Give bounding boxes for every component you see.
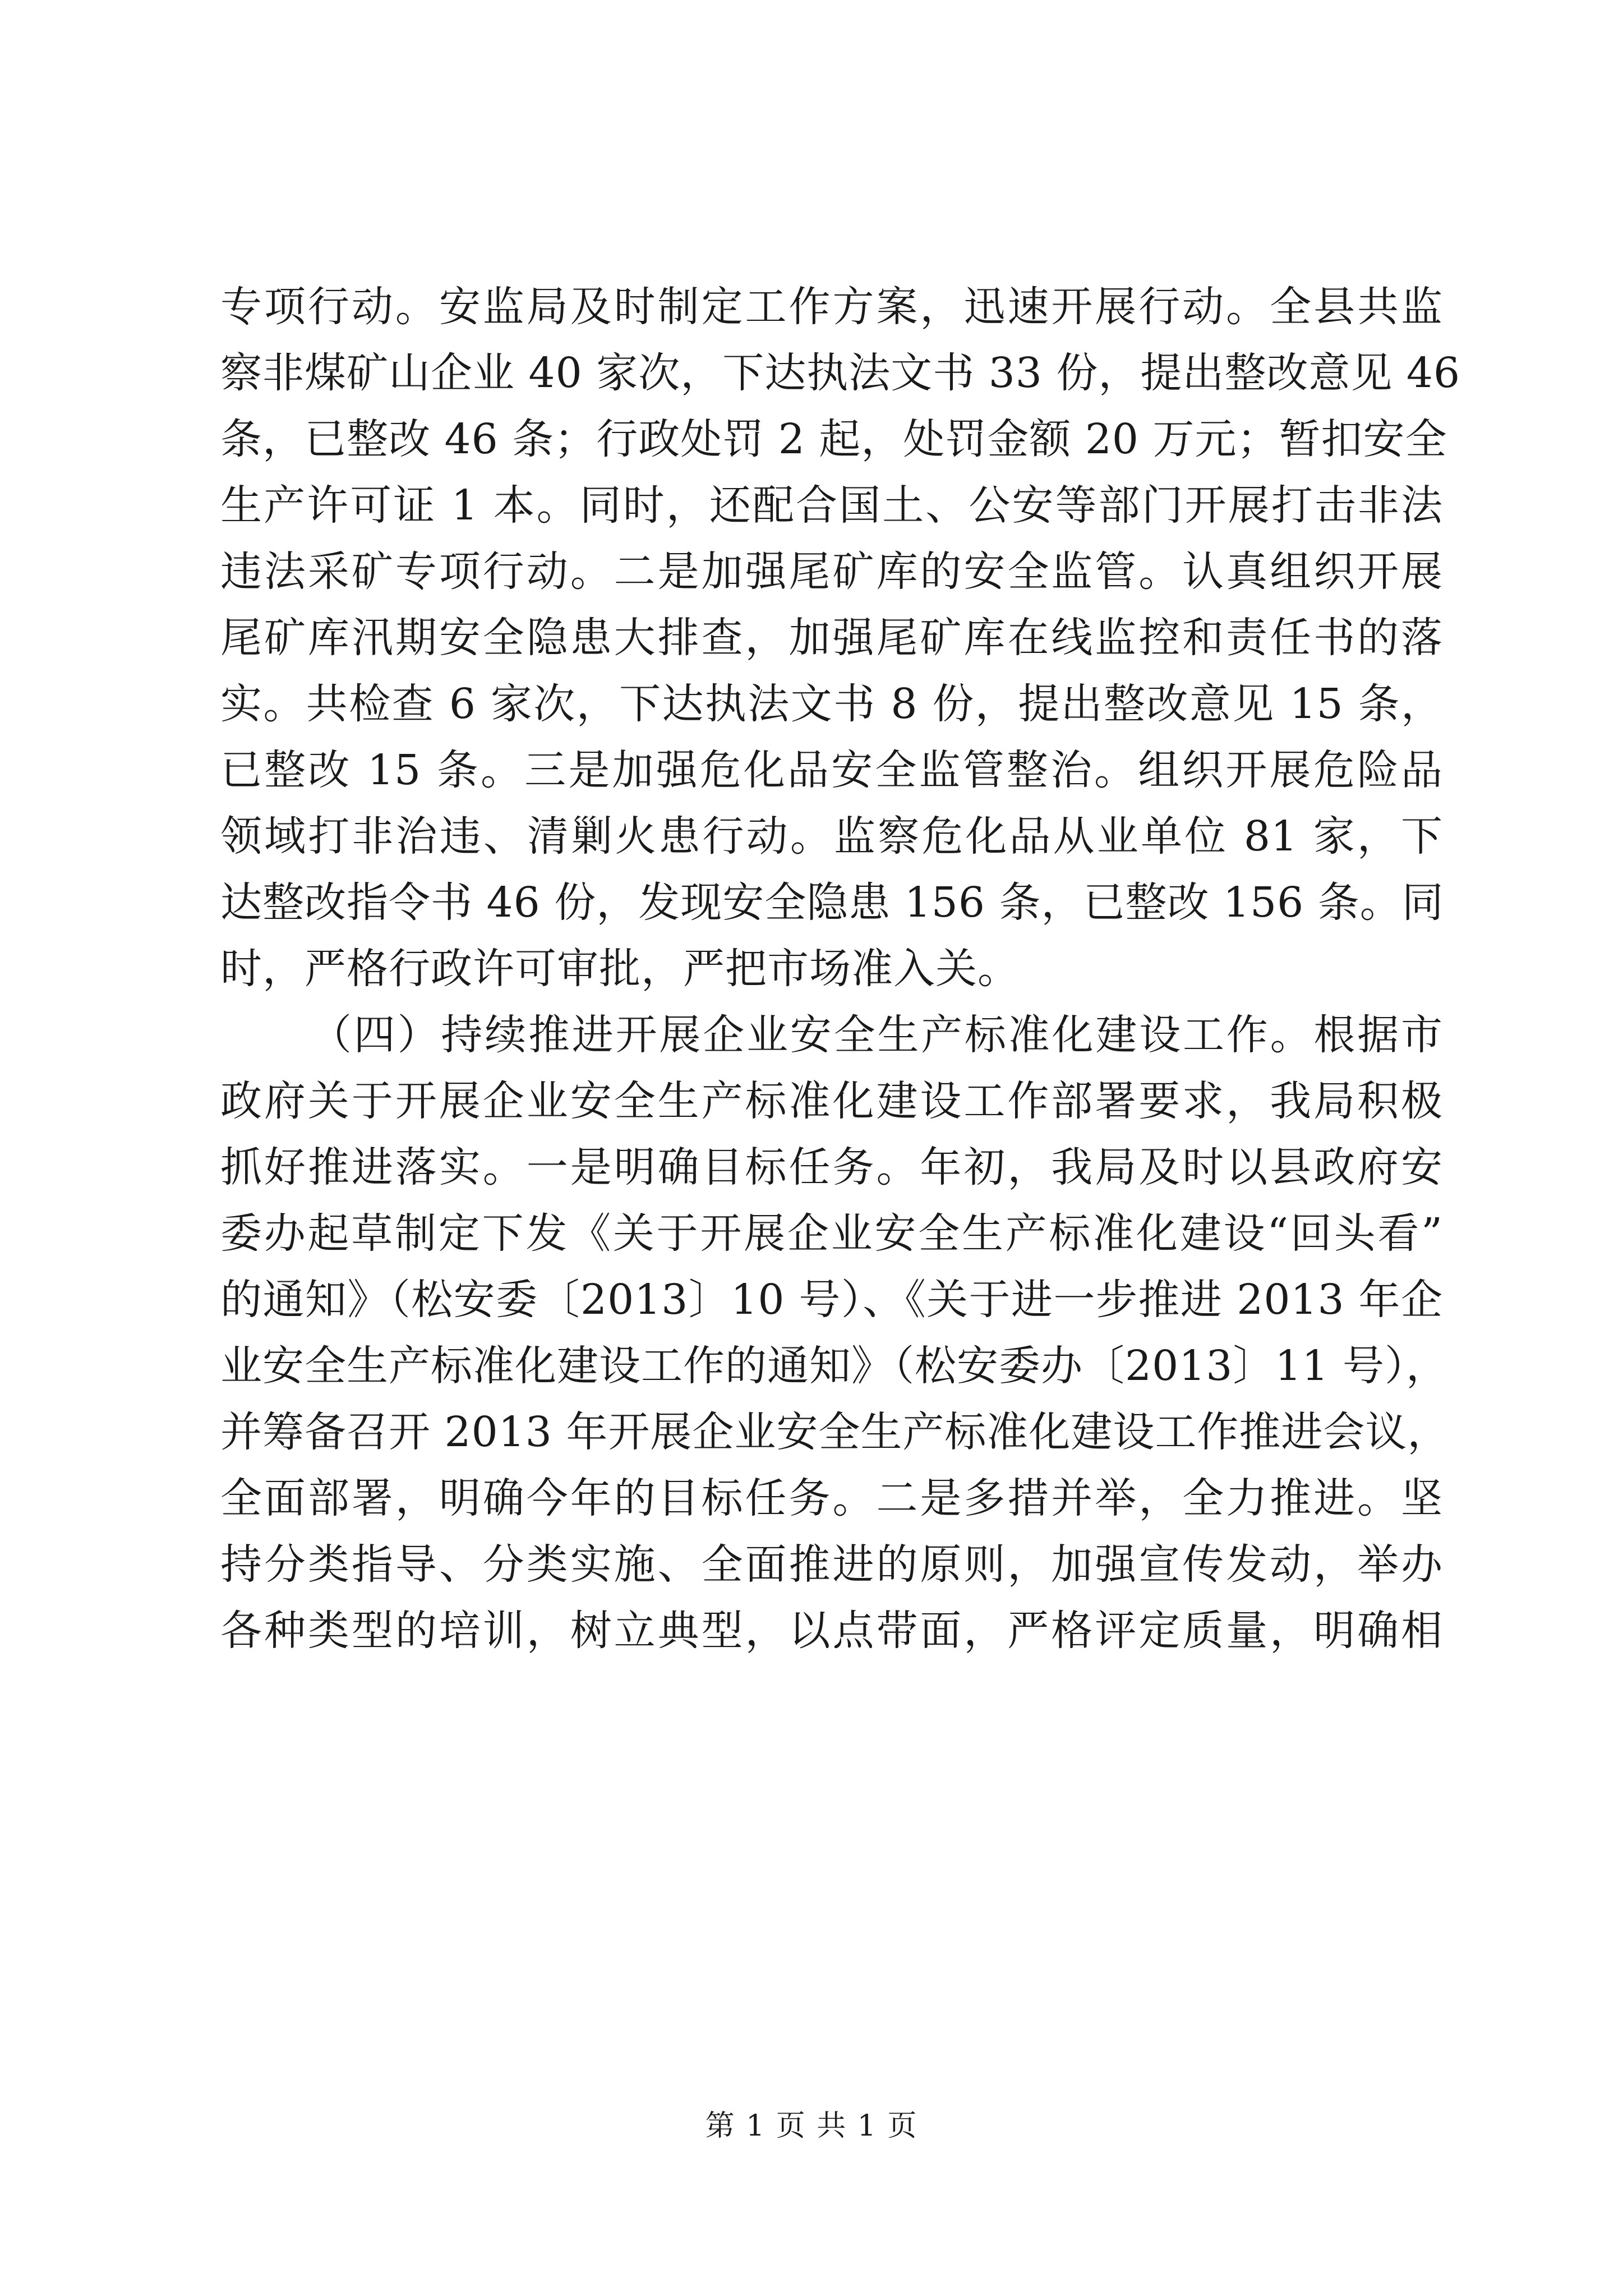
body-line-9: 领域打非治违、清剿火患行动。监察危化品从业单位 81 家，下 [220, 812, 1443, 861]
section-heading-line: （四）持续推进开展企业安全生产标准化建设工作。根据市 [310, 1011, 1443, 1059]
body-line-7: 实。共检查 6 家次，下达执法文书 8 份，提出整改意见 15 条， [220, 680, 1443, 728]
body-line-13: 政府关于开展企业安全生产标准化建设工作部署要求，我局积极 [220, 1077, 1443, 1125]
body-line-2: 察非煤矿山企业 40 家次，下达执法文书 33 份，提出整改意见 46 [220, 349, 1461, 397]
body-line-5: 违法采矿专项行动。二是加强尾矿库的安全监管。认真组织开展 [220, 547, 1443, 596]
body-line-6: 尾矿库汛期安全隐患大排查，加强尾矿库在线监控和责任书的落 [220, 614, 1443, 662]
body-line-14: 抓好推进落实。一是明确目标任务。年初，我局及时以县政府安 [220, 1143, 1443, 1191]
body-line-21: 各种类型的培训，树立典型，以点带面，严格评定质量，明确相 [220, 1607, 1443, 1655]
body-line-20: 持分类指导、分类实施、全面推进的原则，加强宣传发动，举办 [220, 1540, 1443, 1589]
body-line-8: 已整改 15 条。三是加强危化品安全监管整治。组织开展危险品 [220, 746, 1443, 794]
body-line-17: 业安全生产标准化建设工作的通知》（松安委办〔2013〕11 号）， [220, 1342, 1449, 1390]
body-line-19: 全面部署，明确今年的目标任务。二是多措并举，全力推进。坚 [220, 1474, 1443, 1522]
body-line-4: 生产许可证 1 本。同时，还配合国土、公安等部门开展打击非法 [220, 481, 1443, 530]
body-line-1: 专项行动。安监局及时制定工作方案，迅速开展行动。全县共监 [220, 283, 1443, 331]
body-line-11: 时，严格行政许可审批，严把市场准入关。 [220, 945, 1020, 993]
body-line-10: 达整改指令书 46 份，发现安全隐患 156 条，已整改 156 条。同 [220, 878, 1444, 927]
body-line-15: 委办起草制定下发《关于开展企业安全生产标准化建设“回头看” [220, 1209, 1443, 1258]
body-line-16: 的通知》（松安委〔2013〕10 号）、《关于进一步推进 2013 年企 [220, 1276, 1444, 1324]
page-footer: 第 1 页 共 1 页 [705, 2109, 918, 2143]
body-line-3: 条，已整改 46 条；行政处罚 2 起，处罚金额 20 万元；暂扣安全 [220, 415, 1447, 463]
body-line-18: 并筹备召开 2013 年开展企业安全生产标准化建设工作推进会议， [220, 1408, 1450, 1456]
